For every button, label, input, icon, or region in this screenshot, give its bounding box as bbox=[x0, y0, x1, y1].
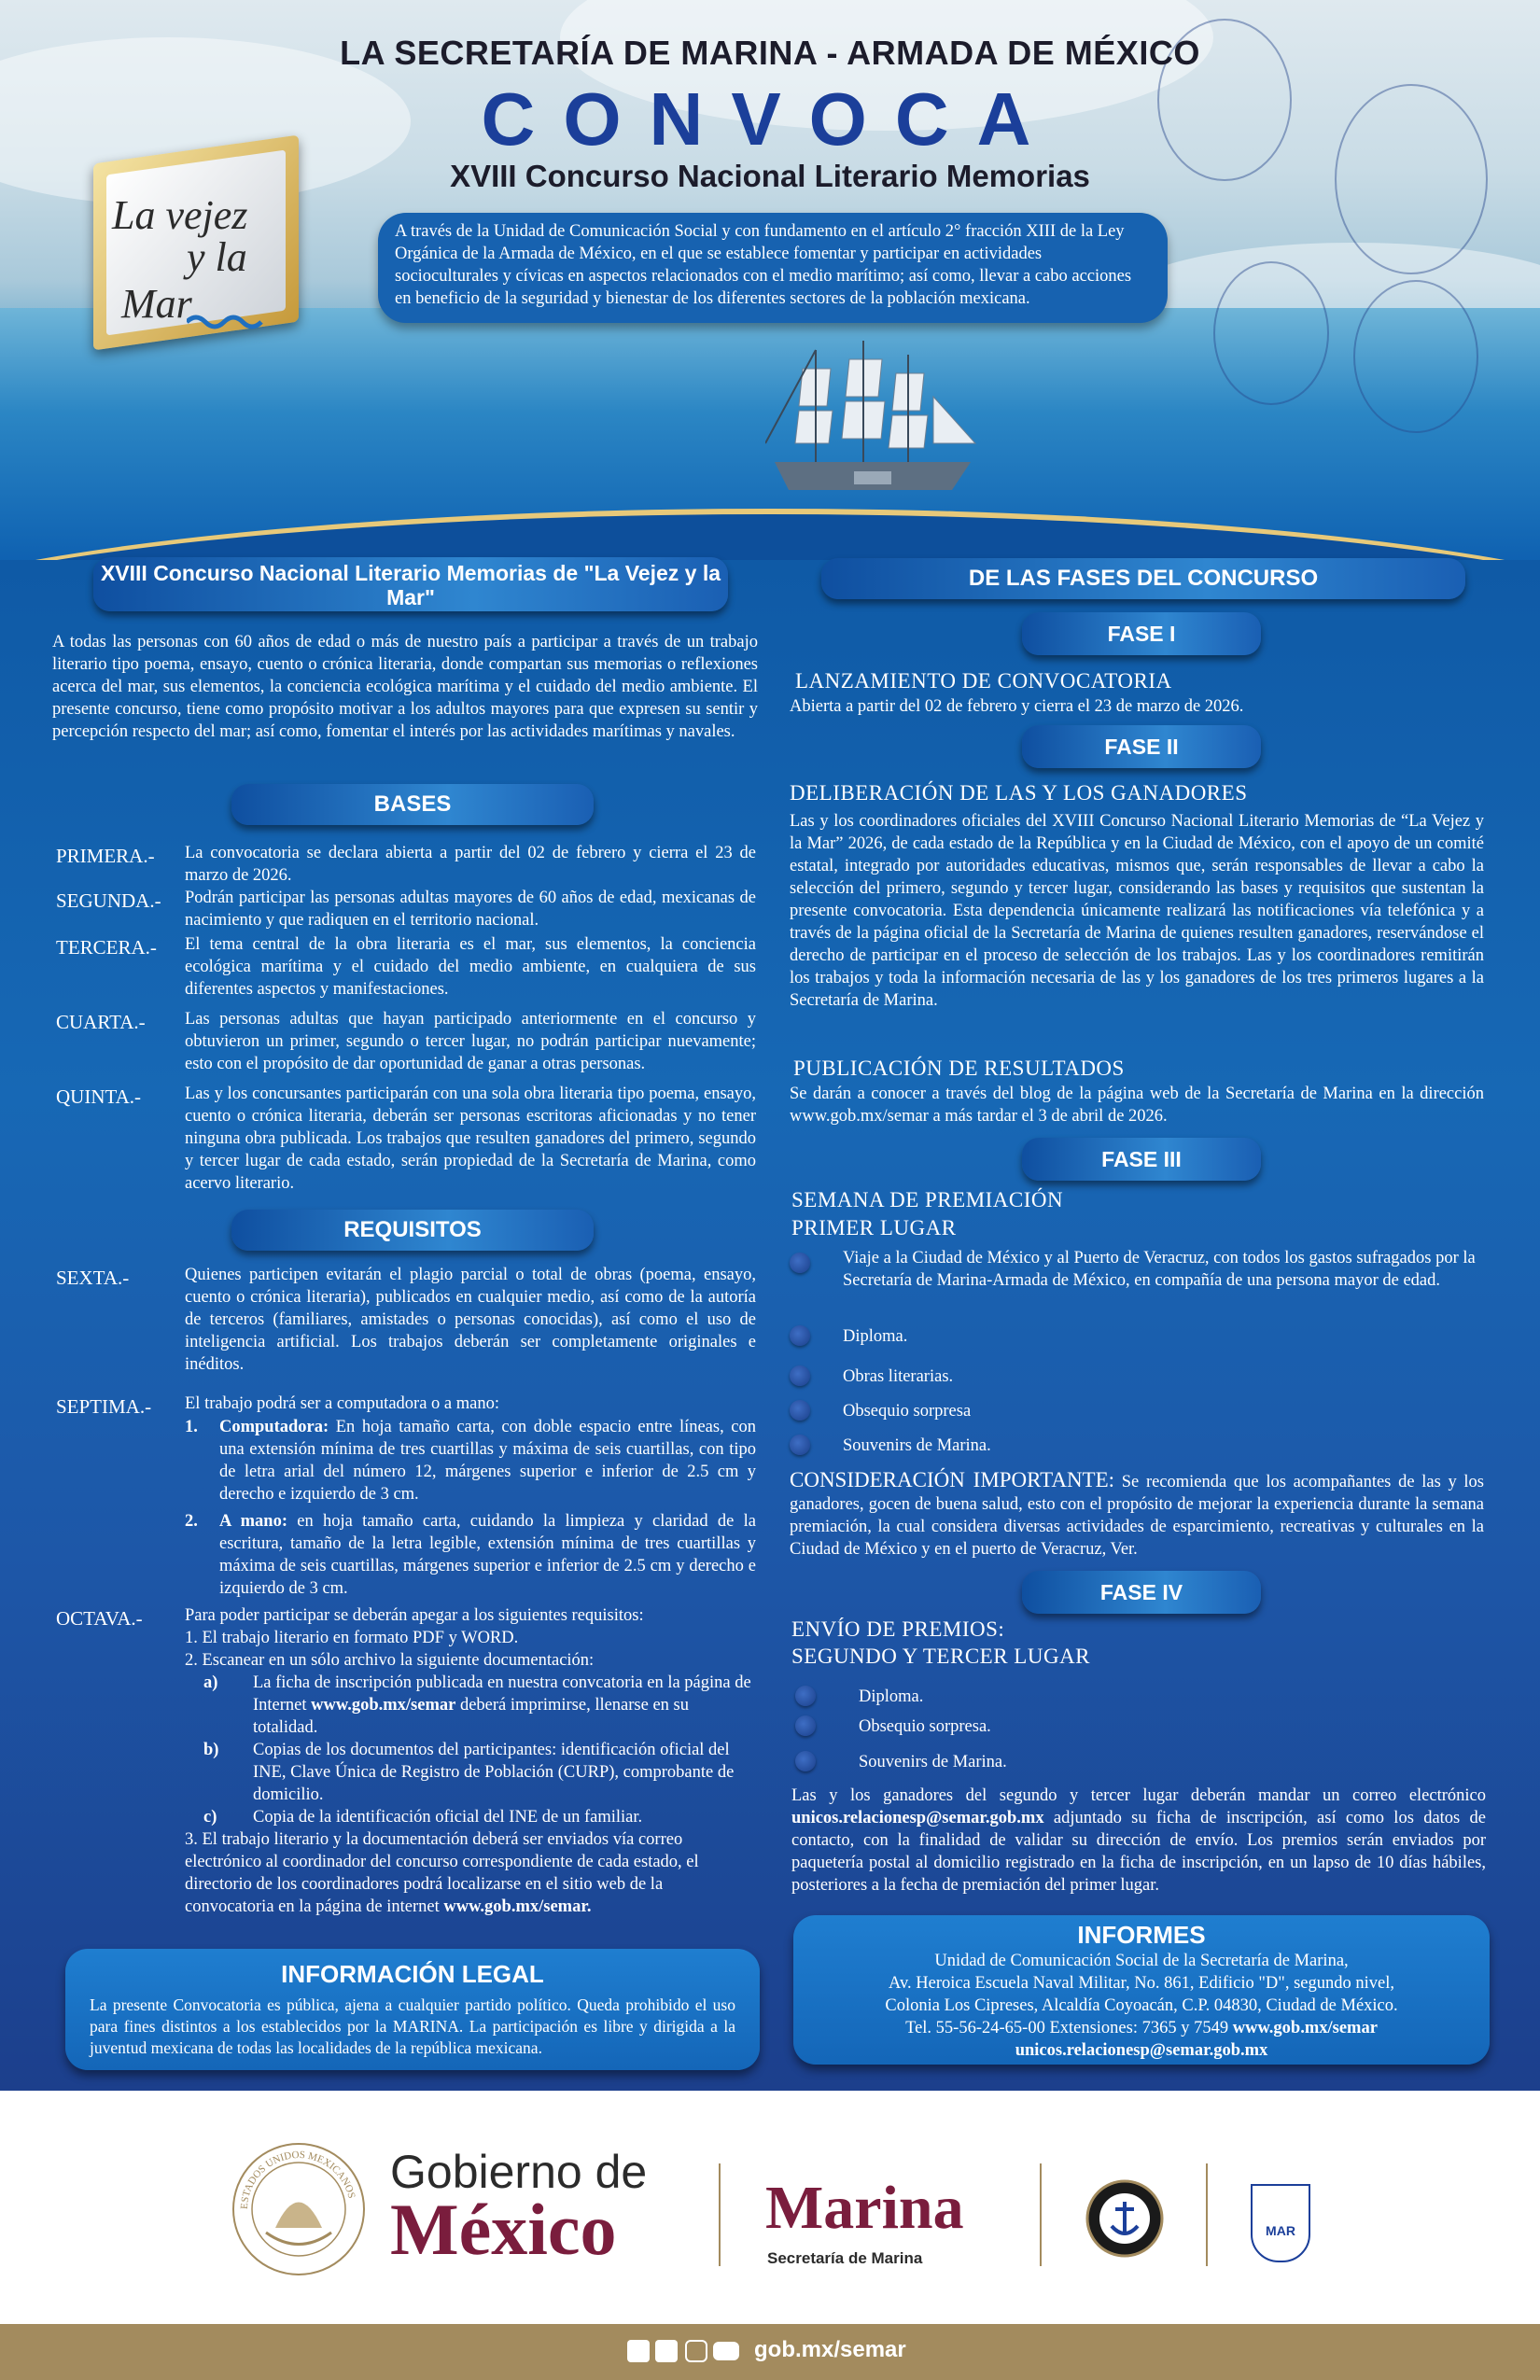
octava-label: OCTAVA.- bbox=[56, 1607, 143, 1630]
twitter-icon[interactable] bbox=[655, 2340, 678, 2362]
bullet-icon bbox=[790, 1400, 810, 1421]
secretaria-title: LA SECRETARÍA DE MARINA - ARMADA DE MÉXICO bbox=[340, 34, 1200, 72]
prize-item: Obras literarias. bbox=[843, 1367, 954, 1386]
bullet-icon bbox=[790, 1435, 810, 1455]
intro-box: A través de la Unidad de Comunicación Social y con fundamento en el artículo 2° fracción XIII de la Ley Orgánica de la Armada de México, en el que se establece fomentar y participar en actividades socioculturales y cívicas en aspectos relacionados con el medio marítimo; así como, llevar a cabo acciones en beneficio de la seguridad y bienestar de los diferentes sectores de la población mexicana. bbox=[378, 213, 1168, 323]
seal-text: ESTADOS UNIDOS MEXICANOS bbox=[238, 2149, 357, 2210]
base-text: El tema central de la obra literaria es el mar, sus elementos, la conciencia ecológica marítima y el cuidado del medio ambiente, en cualquiera de sus diferentes aspectos y manifestaciones. bbox=[185, 935, 756, 999]
header-banner bbox=[0, 0, 1540, 560]
footer-divider bbox=[1040, 2163, 1042, 2266]
base-label: QUINTA.- bbox=[56, 1085, 142, 1108]
base-label: PRIMERA.- bbox=[56, 845, 155, 867]
base-label: TERCERA.- bbox=[56, 936, 157, 959]
informes-line: Colonia Los Cipreses, Alcaldía Coyoacán, C.P. 04830, Ciudad de México. bbox=[885, 1996, 1398, 2015]
email-link[interactable]: unicos.relacionesp@semar.gob.mx bbox=[791, 1809, 1044, 1827]
footer-divider bbox=[1206, 2163, 1208, 2266]
fase-1-text: Abierta a partir del 02 de febrero y cierra el 23 de marzo de 2026. bbox=[790, 697, 1244, 716]
prize-item: Souvenirs de Marina. bbox=[843, 1436, 991, 1455]
bullet-icon bbox=[790, 1253, 810, 1273]
fase-1-pill: FASE I bbox=[1022, 612, 1261, 655]
prize-item: Diploma. bbox=[843, 1327, 908, 1346]
semar-link[interactable]: www.gob.mx/semar bbox=[311, 1696, 456, 1715]
fase-2-text: Las y los coordinadores oficiales del XVIII Concurso Nacional Literario Memorias de “La Vejez y la Mar” 2026, de cada estado de la República y en la Ciudad de México, con el apoyo de un comité estatal, integrado por autoridades educativas, mismos que, serán responsables de llevar a cabo la selección del primero, segundo y tercer lugar, considerando las bases y requisitos que sustentan la presente convocatoria. Esta dependencia únicamente realizará las notificaciones vía telefónica y a través de la página oficial de la Secretaría de Marina de quienes resulten ganadores, reservándose el derecho de participar en el proceso de selección de los trabajos. Las y los coordinadores remitirán los trabajos y toda la información necesaria de las y los ganadores de los tres primeros lugares a la Secretaría de Marina. bbox=[790, 812, 1484, 1010]
elder-face-sketch bbox=[1213, 261, 1329, 405]
octava-content: Para poder participar se deberán apegar a los siguientes requisitos: 1. El trabajo literario en formato PDF y WORD. 2. Escanear en un sólo archivo la siguiente documentación: a) La ficha de inscripción publicada en nuestra convcatoria en la página de Internet www.gob.mx/semar deberá imprimirse, llenarse en su totalidad. b) Copias de los documentos del participantes: identificación oficial del INE, Clave Única de Registro de Población (CURP), comprobante de domicilio. c) Copia de la identificación oficial del INE de un familiar. 3. El trabajo literario y la documentación deberá ser enviados vía correo electrónico al coordinador del concurso correspondiente de cada estado, el directorio de los coordinadores podrá localizarse en el sitio web de la convocatoria en la página de internet www.gob.mx/semar. bbox=[185, 1606, 751, 1916]
footer-url-link[interactable]: gob.mx/semar bbox=[754, 2337, 906, 2362]
anchor-emblem-icon bbox=[1085, 2179, 1164, 2258]
base-label: SEGUNDA.- bbox=[56, 889, 161, 912]
fase-4-pill: FASE IV bbox=[1022, 1571, 1261, 1614]
septima-item: 2. A mano: en hoja tamaño carta, cuidando la limpieza y claridad de la escritura, tamaño de la letra legible, extensión mínima de tres cuartillas y máxima de seis cuartillas, márgenes superior e inferior de 2.5 cm y derecho e izquierdo de 3 cm. bbox=[185, 1512, 757, 1598]
segundo-tercer-heading: SEGUNDO Y TERCER LUGAR bbox=[791, 1645, 1091, 1668]
informes-line: Unidad de Comunicación Social de la Secretaría de Marina, bbox=[934, 1952, 1349, 1970]
footer-logos bbox=[0, 2091, 1540, 2324]
resultados-text: Se darán a conocer a través del blog de la página web de la Secretaría de Marina en la dirección www.gob.mx/semar a más tardar el 3 de abril de 2026. bbox=[790, 1085, 1484, 1126]
bases-heading: BASES bbox=[231, 784, 594, 825]
informes-title: INFORMES bbox=[1077, 1921, 1206, 1949]
marina-subtitle: Secretaría de Marina bbox=[767, 2249, 923, 2267]
youtube-icon[interactable] bbox=[713, 2342, 739, 2360]
left-intro-paragraph: A todas las personas con 60 años de edad o más de nuestro país a participar a través de un trabajo literario tipo poema, ensayo, cuento o crónica literaria, donde compartan sus memorias o reflexiones acerca del mar, sus elementos, la conciencia ecológica marítima y el cuidado del medio ambiente. El presente concurso, tiene como propósito motivar a los adultos mayores para que expresen su sentir y percepción respecto del mar; así como, fomentar el interés por las actividades marítimas y navales. bbox=[52, 633, 758, 741]
legal-info-box bbox=[65, 1949, 760, 2070]
bullet-icon bbox=[790, 1365, 810, 1386]
base-text: Podrán participar las personas adultas mayores de 60 años de edad, mexicanas de nacimiento y que radiquen en el territorio nacional. bbox=[185, 889, 756, 930]
requisitos-heading: REQUISITOS bbox=[231, 1210, 594, 1251]
fase-2-pill: FASE II bbox=[1022, 725, 1261, 768]
bullet-icon bbox=[795, 1715, 816, 1736]
legal-text: La presente Convocatoria es pública, ajena a cualquier partido político. Queda prohibido el uso para fines distintos a los establecidos por la MARINA. La participación es libre y dirigida a la juventud mexicana de todas las localidades de la república mexicana. bbox=[90, 1995, 735, 2057]
bottom-bar bbox=[0, 2324, 1540, 2380]
legal-title: INFORMACIÓN LEGAL bbox=[281, 1960, 544, 1988]
consideracion-text: CONSIDERACIÓN IMPORTANTE: Se recomienda que los acompañantes de las y los ganadores, gocen de buena salud, esto con el propósito de mejorar la experiencia durante la semana premiación, la cual considera diversas actividades de esparcimiento, recreativas y culturales en la Ciudad de México y en el puerto de Veracruz, Ver. bbox=[790, 1468, 1484, 1559]
prize-item: Obsequio sorpresa bbox=[843, 1402, 972, 1421]
base-label: CUARTA.- bbox=[56, 1011, 146, 1033]
contest-title: XVIII Concurso Nacional Literario Memorias bbox=[450, 159, 1090, 193]
convoca-heading: CONVOCA bbox=[481, 77, 1059, 161]
resultados-heading: PUBLICACIÓN DE RESULTADOS bbox=[793, 1057, 1125, 1080]
septima-item: 1. Computadora: En hoja tamaño carta, con doble espacio entre líneas, con una extensión mínima de tres cuartillas y máxima de seis cuartillas, con tipo de letra arial del número 12, márgenes superior e inferior de 2.5 cm y derecho e izquierdo de 3 cm. bbox=[185, 1418, 756, 1504]
bullet-icon bbox=[790, 1325, 810, 1346]
mar-badge-text: MAR bbox=[1266, 2223, 1295, 2238]
informes-email[interactable]: unicos.relacionesp@semar.gob.mx bbox=[1015, 2041, 1268, 2060]
facebook-icon[interactable] bbox=[627, 2340, 650, 2362]
informes-line: Av. Heroica Escuela Naval Militar, No. 861, Edificio "D", segundo nivel, bbox=[889, 1974, 1394, 1993]
base-text: Las y los concursantes participarán con una sola obra literaria tipo poema, ensayo, cuento o crónica literaria, deberán ser personas escritoras aficionadas y no tener ninguna obra publicada. Los trabajos que resulten ganadores del primero, segundo y tercer lugar de cada estado, serán propiedad de la Secretaría de Marina, como acervo literario. bbox=[185, 1085, 756, 1193]
informes-line: Tel. 55-56-24-65-00 Extensiones: 7365 y 7549 www.gob.mx/semar bbox=[905, 2019, 1378, 2037]
prize-item: Diploma. bbox=[859, 1687, 924, 1706]
prize-item: Obsequio sorpresa. bbox=[859, 1717, 991, 1736]
sailing-ship-illustration bbox=[765, 331, 989, 518]
septima-intro: El trabajo podrá ser a computadora o a mano: bbox=[185, 1394, 499, 1413]
prize-item: Souvenirs de Marina. bbox=[859, 1753, 1007, 1771]
informes-box bbox=[793, 1915, 1490, 2065]
sexta-label: SEXTA.- bbox=[56, 1267, 130, 1289]
contest-title-pill: XVIII Concurso Nacional Literario Memorias de "La Vejez y la Mar" bbox=[93, 557, 728, 611]
prize-item: Viaje a la Ciudad de México y al Puerto de Veracruz, con todos los gastos sufragados por la Secretaría de Marina-Armada de México, en compañía de una persona mayor de edad. bbox=[843, 1249, 1476, 1290]
septima-label: SEPTIMA.- bbox=[56, 1395, 152, 1418]
marina-text: Marina bbox=[765, 2174, 964, 2242]
sexta-text: Quienes participen evitarán el plagio parcial o total de obras (poema, ensayo, cuento o crónica literaria), publicados en cualquier medio, así como de la autoría de terceros (familiares, amistades o personas conocidas), así como el uso de inteligencia artificial. Los trabajos deberán ser completamente originales e inéditos. bbox=[185, 1266, 756, 1374]
semar-link[interactable]: www.gob.mx/semar bbox=[1232, 2019, 1378, 2037]
semar-link[interactable]: www.gob.mx/semar. bbox=[443, 1897, 592, 1916]
logo-text: Mar bbox=[121, 281, 192, 327]
fases-heading: DE LAS FASES DEL CONCURSO bbox=[821, 558, 1465, 599]
mexico-text: México bbox=[390, 2189, 617, 2270]
mar-badge bbox=[1251, 2184, 1310, 2262]
gobierno-text: Gobierno de bbox=[390, 2146, 648, 2198]
national-seal-icon bbox=[229, 2139, 369, 2279]
logo-text: y la bbox=[187, 234, 247, 280]
elder-face-sketch bbox=[1353, 280, 1478, 433]
base-text: La convocatoria se declara abierta a partir del 02 de febrero y cierra el 23 de marzo de 2026. bbox=[185, 844, 756, 885]
instagram-icon[interactable] bbox=[685, 2340, 707, 2362]
envio-text: Las y los ganadores del segundo y tercer lugar deberán mandar un correo electrónico unicos.relacionesp@semar.gob.mx adjuntado su ficha de inscripción, así como los datos de contacto, con la finalidad de validar su dirección de envío. Los premios serán enviados por paquetería postal al domicilio registrado en la ficha de inscripción, en un lapso de 10 días hábiles, posteriores a la fecha de premiación del primer lugar. bbox=[791, 1786, 1487, 1895]
base-text: Las personas adultas que hayan participado anteriormente en el concurso y obtuvieron un primer, segundo o tercer lugar, no podrán participar nuevamente; esto con el propósito de dar oportunidad de ganar a otras personas. bbox=[185, 1010, 756, 1073]
primer-lugar-heading: PRIMER LUGAR bbox=[791, 1216, 957, 1239]
fase-3-heading: SEMANA DE PREMIACIÓN bbox=[791, 1188, 1064, 1211]
fase-2-heading: DELIBERACIÓN DE LAS Y LOS GANADORES bbox=[790, 781, 1248, 805]
fase-3-pill: FASE III bbox=[1022, 1138, 1261, 1181]
fase-1-heading: LANZAMIENTO DE CONVOCATORIA bbox=[795, 669, 1172, 693]
logo-text: La vejez bbox=[112, 192, 248, 238]
footer-divider bbox=[719, 2163, 721, 2266]
bullet-icon bbox=[795, 1686, 816, 1706]
wave-icon bbox=[187, 313, 271, 331]
fase-4-heading: ENVÍO DE PREMIOS: bbox=[791, 1617, 1005, 1641]
bullet-icon bbox=[795, 1751, 816, 1771]
